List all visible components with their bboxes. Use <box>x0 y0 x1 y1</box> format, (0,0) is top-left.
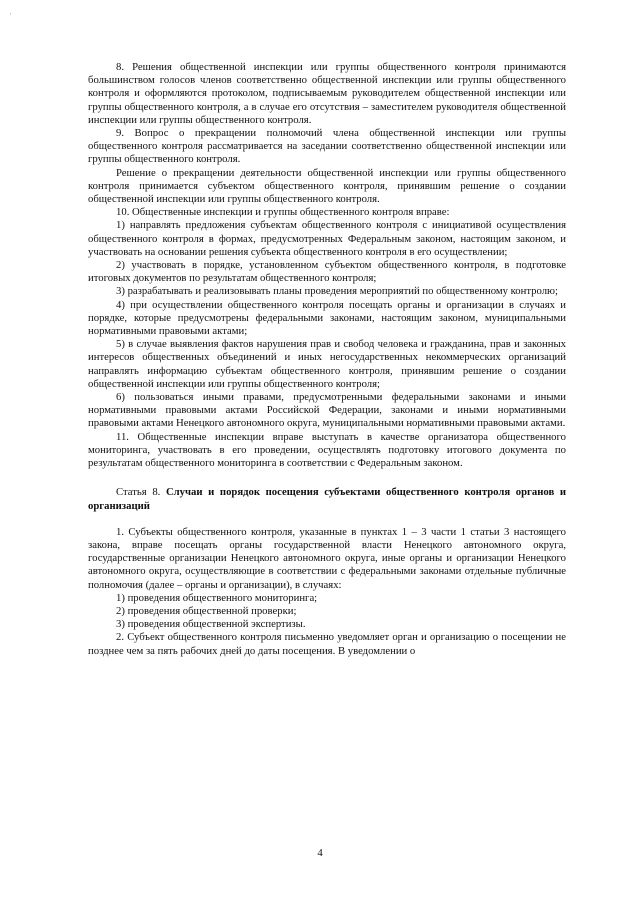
paragraph: 3) разрабатывать и реализовывать планы проведения мероприятий по общественному контролю; <box>116 285 558 298</box>
article-title: Случаи и порядок посещения субъектами общественного контроля органов и организаций <box>88 486 566 512</box>
list-item: 2) проведения общественной проверки; <box>116 604 297 617</box>
page-number: 4 <box>317 847 323 859</box>
list-item: 1) проведения общественного мониторинга; <box>116 591 318 604</box>
paragraph: 8. Решения общественной инспекции или группы общественного контроля принимаются большинством голосов членов соответственно общественной инспекции или группы общественного контроля и оформляются протоколом, подписываемым руководителем общественной инспекции или группы общественного контроля, а в случае его отсутствия – заместителем руководителя общественной инспекции или группы общественного контроля. <box>88 61 566 126</box>
paragraph: 5) в случае выявления фактов нарушения прав и свобод человека и гражданина, прав и законных интересов общественных объединений и иных негосударственных некоммерческих организаций направлять информацию субъектам общественного контроля, принявшим решение о создании общественной инспекции или группы общественного контроля; <box>88 338 566 390</box>
scan-mark: ' <box>10 12 12 20</box>
paragraph: 6) пользоваться иными правами, предусмотренными федеральными законами и иными нормативными правовыми актами Российской Федерации, законами и иными нормативными правовыми актами Ненецкого автономного округа, муниципальными нормативными правовыми актами. <box>88 391 566 430</box>
article-prefix: Статья 8. <box>116 486 166 499</box>
paragraph: 4) при осуществлении общественного контроля посещать органы и организации в случаях и порядке, которые предусмотрены федеральными законами, настоящим законом, муниципальными нормативными правовыми актами; <box>88 298 566 338</box>
paragraph: 9. Вопрос о прекращении полномочий члена общественной инспекции или группы общественного контроля рассматривается на заседании соответственно общественной инспекции или группы общественного контроля. <box>88 127 566 166</box>
paragraph: 11. Общественные инспекции вправе выступать в качестве организатора общественного мониторинга, участвовать в его проведении, осуществлять подготовку итогового документа по результатам общественного мониторинга в соответствии с Федеральным законом. <box>88 430 566 470</box>
paragraph: 10. Общественные инспекции и группы общественного контроля вправе: <box>116 206 450 219</box>
paragraph: 2) участвовать в порядке, установленном субъектом общественного контроля, в подготовке итоговых документов по результатам общественного контроля; <box>88 259 566 285</box>
article-heading <box>88 486 566 512</box>
list-item: 3) проведения общественной экспертизы. <box>116 618 306 631</box>
paragraph: 1) направлять предложения субъектам общественного контроля с инициативой осуществления общественного контроля в формах, предусмотренных Федеральным законом, настоящим законом, и участвовать на основании решения субъекта общественного контроля в его осуществлении; <box>88 219 566 258</box>
paragraph: 1. Субъекты общественного контроля, указанные в пунктах 1 – 3 части 1 статьи 3 настоящего закона, вправе посещать органы государственной власти Ненецкого автономного округа, государственные организации Ненецкого автономного округа, иные органы и организации Ненецкого автономного округа, осуществляющие в соответствии с федеральными законами отдельные публичные полномочия (далее – органы и организации), в случаях: <box>88 525 566 591</box>
paragraph: 2. Субъект общественного контроля письменно уведомляет орган и организацию о посещении не позднее чем за пять рабочих дней до даты посещения. В уведомлении о <box>88 631 566 657</box>
document-body <box>88 61 566 658</box>
paragraph: Решение о прекращении деятельности общественной инспекции или группы общественного контроля принимается субъектом общественного контроля, принявшим решение о создании общественной инспекции или группы общественного контроля. <box>88 166 566 206</box>
